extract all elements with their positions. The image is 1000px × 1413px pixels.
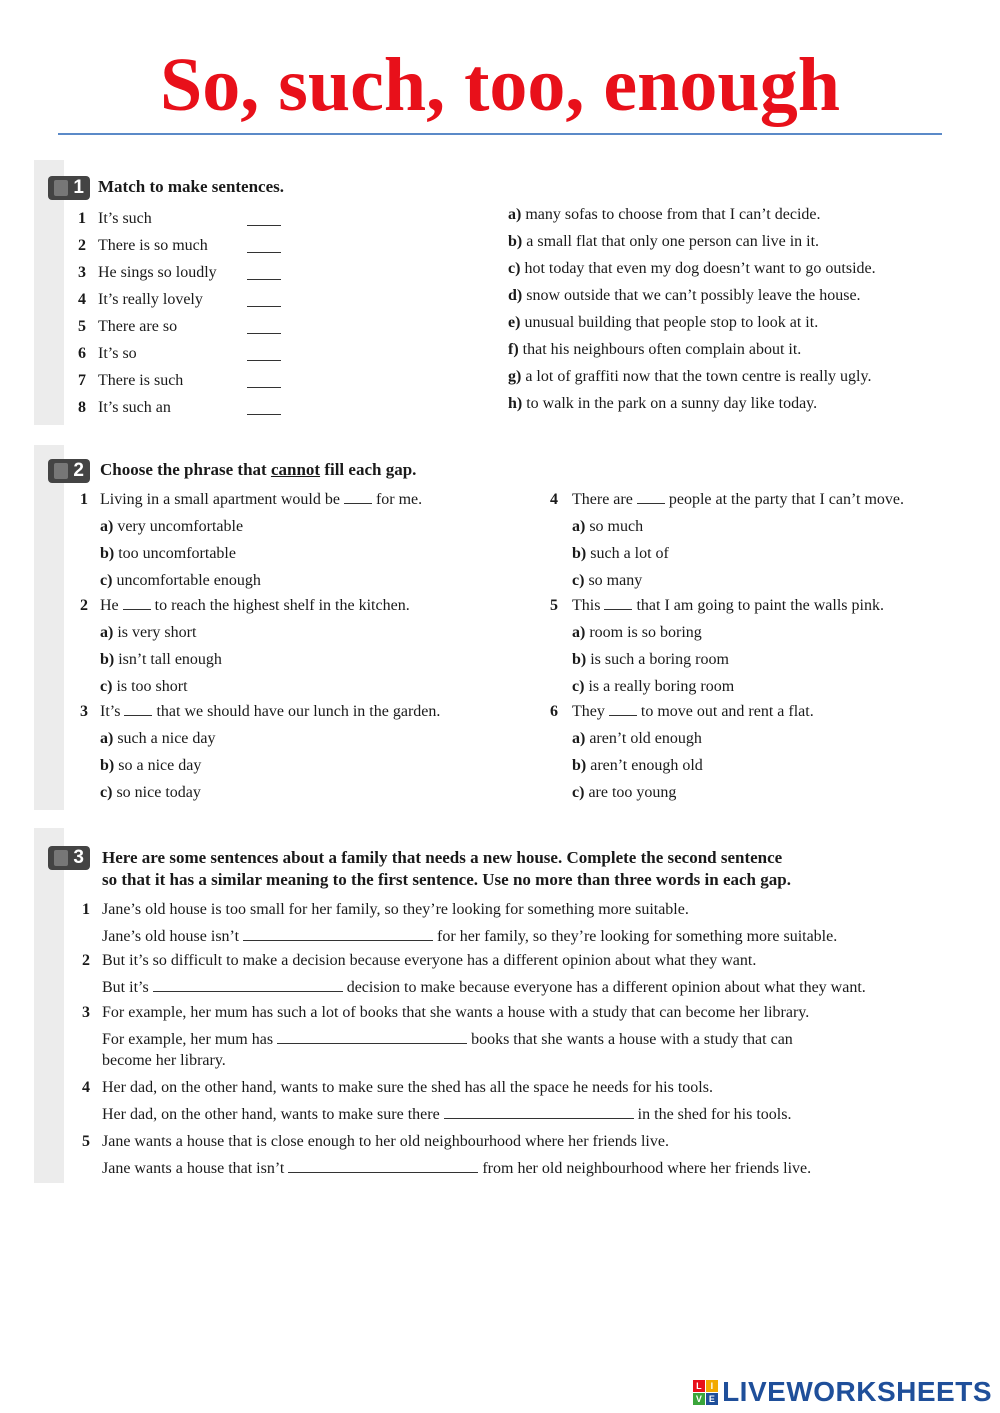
rewrite-sentence [102,1158,811,1179]
option-text: very uncomfortable [117,518,244,535]
option-letter: h) [508,395,523,412]
option-text: uncomfortable enough [116,572,261,589]
original-sentence: Her dad, on the other hand, wants to make sure the shed has all the space he needs for his tools. [102,1079,713,1096]
option-letter: c) [572,572,585,589]
match-stem: It’s really lovely [98,291,203,308]
question-number: 5 [550,597,558,614]
heading-text-post: fill each gap. [320,460,417,479]
option-text: is such a boring room [590,651,729,668]
option-text: aren’t old enough [589,730,702,747]
match-stem: It’s such [98,210,152,227]
answer-option[interactable] [100,677,188,697]
item-number: 4 [82,1079,90,1096]
option-letter: a) [508,206,522,223]
section-3-heading-line-2: so that it has a similar meaning to the first sentence. Use no more than three words in each gap. [102,870,791,889]
section-3-strip [34,828,64,1183]
answer-blank[interactable] [247,333,281,334]
answer-blank[interactable] [247,306,281,307]
rewrite-text-pre: But it’s [102,979,153,996]
question-text-pre: It’s [100,703,125,720]
match-ending [508,340,801,360]
match-ending [508,394,817,414]
match-ending [508,232,819,252]
rewrite-sentence [102,926,837,947]
section-2-strip [34,445,64,810]
answer-option[interactable] [572,650,729,670]
rewrite-text-post: decision to make because everyone has a different opinion about what they want. [342,979,866,996]
option-text: such a nice day [117,730,216,747]
option-text: too uncomfortable [118,545,236,562]
option-text: snow outside that we can’t possibly leave the house. [526,287,861,304]
rewrite-text-post: for her family, so they’re looking for something more suitable. [433,928,838,945]
answer-option[interactable] [100,650,222,670]
rewrite-text-post: in the shed for his tools. [633,1106,792,1123]
item-number: 3 [82,1004,90,1021]
question-gap [609,715,637,716]
rewrite-sentence [102,1104,791,1125]
option-letter: c) [508,260,521,277]
item-number: 8 [78,399,86,416]
question-stem [572,596,884,616]
heading-text-pre: Choose the phrase that [100,460,271,479]
option-letter: a) [100,624,114,641]
question-text-post: that we should have our lunch in the garden. [152,703,441,720]
option-text: so many [588,572,643,589]
option-letter: a) [100,518,114,535]
option-letter: c) [100,572,113,589]
match-ending [508,313,818,333]
option-letter: c) [100,678,113,695]
original-sentence: Jane wants a house that is close enough to her old neighbourhood where her friends live. [102,1133,669,1150]
liveworksheets-logo [693,1376,992,1408]
option-letter: e) [508,314,521,331]
match-stem: It’s such an [98,399,171,416]
option-letter: b) [572,545,587,562]
answer-option[interactable] [100,544,236,564]
option-letter: b) [100,545,115,562]
option-letter: b) [572,651,587,668]
question-stem [572,490,904,510]
item-number: 1 [78,210,86,227]
option-text: unusual building that people stop to look at it. [524,314,819,331]
original-sentence: But it’s so difficult to make a decision because everyone has a different opinion about what they want. [102,952,757,969]
question-stem [100,596,410,616]
rewrite-sentence [102,1029,793,1050]
item-number: 1 [82,901,90,918]
question-number: 6 [550,703,558,720]
option-letter: b) [100,757,115,774]
rewrite-sentence [102,977,866,998]
match-ending [508,367,871,387]
answer-option[interactable] [572,623,702,643]
option-letter: a) [572,518,586,535]
answer-option[interactable] [100,729,216,749]
answer-option[interactable] [572,756,703,776]
rewrite-text-pre: For example, her mum has [102,1031,278,1048]
option-letter: f) [508,341,519,358]
option-text: so much [589,518,644,535]
option-text: is a really boring room [588,678,735,695]
option-text: to walk in the park on a sunny day like today. [526,395,818,412]
item-number: 4 [78,291,86,308]
logo-text: LIVEWORKSHEETS [722,1376,992,1407]
item-number: 5 [82,1133,90,1150]
option-letter: c) [572,784,585,801]
question-text-post: that I am going to paint the walls pink. [632,597,884,614]
answer-option[interactable] [572,677,734,697]
answer-gap[interactable] [243,926,433,941]
rewrite-text-pre: Jane wants a house that isn’t [102,1160,289,1177]
option-text: hot today that even my dog doesn’t want to go outside. [524,260,876,277]
title-divider [58,133,942,135]
question-text-pre: There are [572,491,637,508]
match-stem: There are so [98,318,178,335]
answer-gap[interactable] [288,1158,478,1173]
answer-option[interactable] [572,517,643,537]
question-stem [100,702,440,722]
rewrite-text-post: from her old neighbourhood where her friends live. [478,1160,812,1177]
question-text-pre: They [572,703,609,720]
match-ending [508,205,821,225]
item-number: 3 [78,264,86,281]
logo-mark-letter: I [706,1380,718,1392]
question-text-post: to reach the highest shelf in the kitchen. [150,597,410,614]
option-text: a small flat that only one person can live in it. [526,233,820,250]
question-text-pre: Living in a small apartment would be [100,491,344,508]
rewrite-text-post: books that she wants a house with a study that can [467,1031,793,1048]
match-stem: There is so much [98,237,208,254]
option-letter: d) [508,287,523,304]
option-text: is very short [117,624,197,641]
item-number: 5 [78,318,86,335]
option-letter: b) [100,651,115,668]
option-letter: b) [508,233,523,250]
option-text: are too young [588,784,677,801]
option-letter: a) [572,730,586,747]
question-text-post: for me. [371,491,423,508]
answer-option[interactable] [100,623,196,643]
section-1-badge: 1 [48,176,90,200]
item-number: 2 [82,952,90,969]
heading-text-underlined: cannot [270,460,321,479]
question-number: 2 [80,597,88,614]
section-2-heading [100,459,416,481]
logo-mark-letter: V [693,1393,705,1405]
section-2-badge: 2 [48,459,90,483]
answer-blank[interactable] [247,252,281,253]
question-text-post: people at the party that I can’t move. [664,491,905,508]
item-number: 6 [78,345,86,362]
option-text: room is so boring [589,624,702,641]
original-sentence: Jane’s old house is too small for her family, so they’re looking for something more suitable. [102,901,689,918]
answer-option[interactable] [572,729,702,749]
item-number: 7 [78,372,86,389]
option-text: many sofas to choose from that I can’t decide. [525,206,821,223]
option-letter: a) [572,624,586,641]
option-text: is too short [116,678,188,695]
answer-gap[interactable] [444,1104,634,1119]
answer-option[interactable] [100,571,261,591]
question-gap [604,609,632,610]
item-number: 2 [78,237,86,254]
answer-gap[interactable] [153,977,343,992]
question-gap [123,609,151,610]
answer-option[interactable] [572,544,669,564]
section-3-heading-line-1: Here are some sentences about a family that needs a new house. Complete the second sentence [102,848,783,867]
question-text-pre: He [100,597,123,614]
rewrite-text-pre: Jane’s old house isn’t [102,928,244,945]
answer-gap[interactable] [277,1029,467,1044]
logo-mark-letter: E [706,1393,718,1405]
question-gap [124,715,152,716]
option-text: so nice today [116,784,201,801]
match-ending [508,259,876,279]
option-text: isn’t tall enough [118,651,222,668]
answer-blank[interactable] [247,414,281,415]
question-number: 4 [550,491,558,508]
match-stem: He sings so loudly [98,264,217,281]
rewrite-continuation: become her library. [102,1052,226,1069]
answer-option[interactable] [572,783,676,803]
match-stem: There is such [98,372,184,389]
option-letter: a) [100,730,114,747]
answer-blank[interactable] [247,387,281,388]
answer-option[interactable] [100,783,201,803]
logo-mark-letter: L [693,1380,705,1392]
match-ending [508,286,861,306]
answer-blank[interactable] [247,360,281,361]
question-text-post: to move out and rent a flat. [636,703,814,720]
option-text: so a nice day [118,757,202,774]
question-gap [637,503,665,504]
section-3-badge: 3 [48,846,90,870]
option-letter: g) [508,368,522,385]
question-stem [572,702,814,722]
answer-option[interactable] [572,571,642,591]
answer-option[interactable] [100,517,243,537]
rewrite-text-pre: Her dad, on the other hand, wants to make sure there [102,1106,444,1123]
answer-blank[interactable] [247,225,281,226]
option-text: aren’t enough old [590,757,703,774]
answer-option[interactable] [100,756,201,776]
question-text-pre: This [572,597,605,614]
match-stem: It’s so [98,345,137,362]
section-1-heading: Match to make sentences. [98,177,285,196]
original-sentence: For example, her mum has such a lot of books that she wants a house with a study that can become her library. [102,1004,810,1021]
question-stem [100,490,422,510]
question-number: 1 [80,491,88,508]
option-letter: c) [100,784,113,801]
option-text: that his neighbours often complain about it. [522,341,802,358]
option-text: a lot of graffiti now that the town centre is really ugly. [525,368,872,385]
option-text: such a lot of [590,545,669,562]
logo-mark-icon [693,1380,718,1405]
answer-blank[interactable] [247,279,281,280]
question-number: 3 [80,703,88,720]
question-gap [344,503,372,504]
option-letter: c) [572,678,585,695]
page-title: So, such, too, enough [160,43,840,127]
option-letter: b) [572,757,587,774]
